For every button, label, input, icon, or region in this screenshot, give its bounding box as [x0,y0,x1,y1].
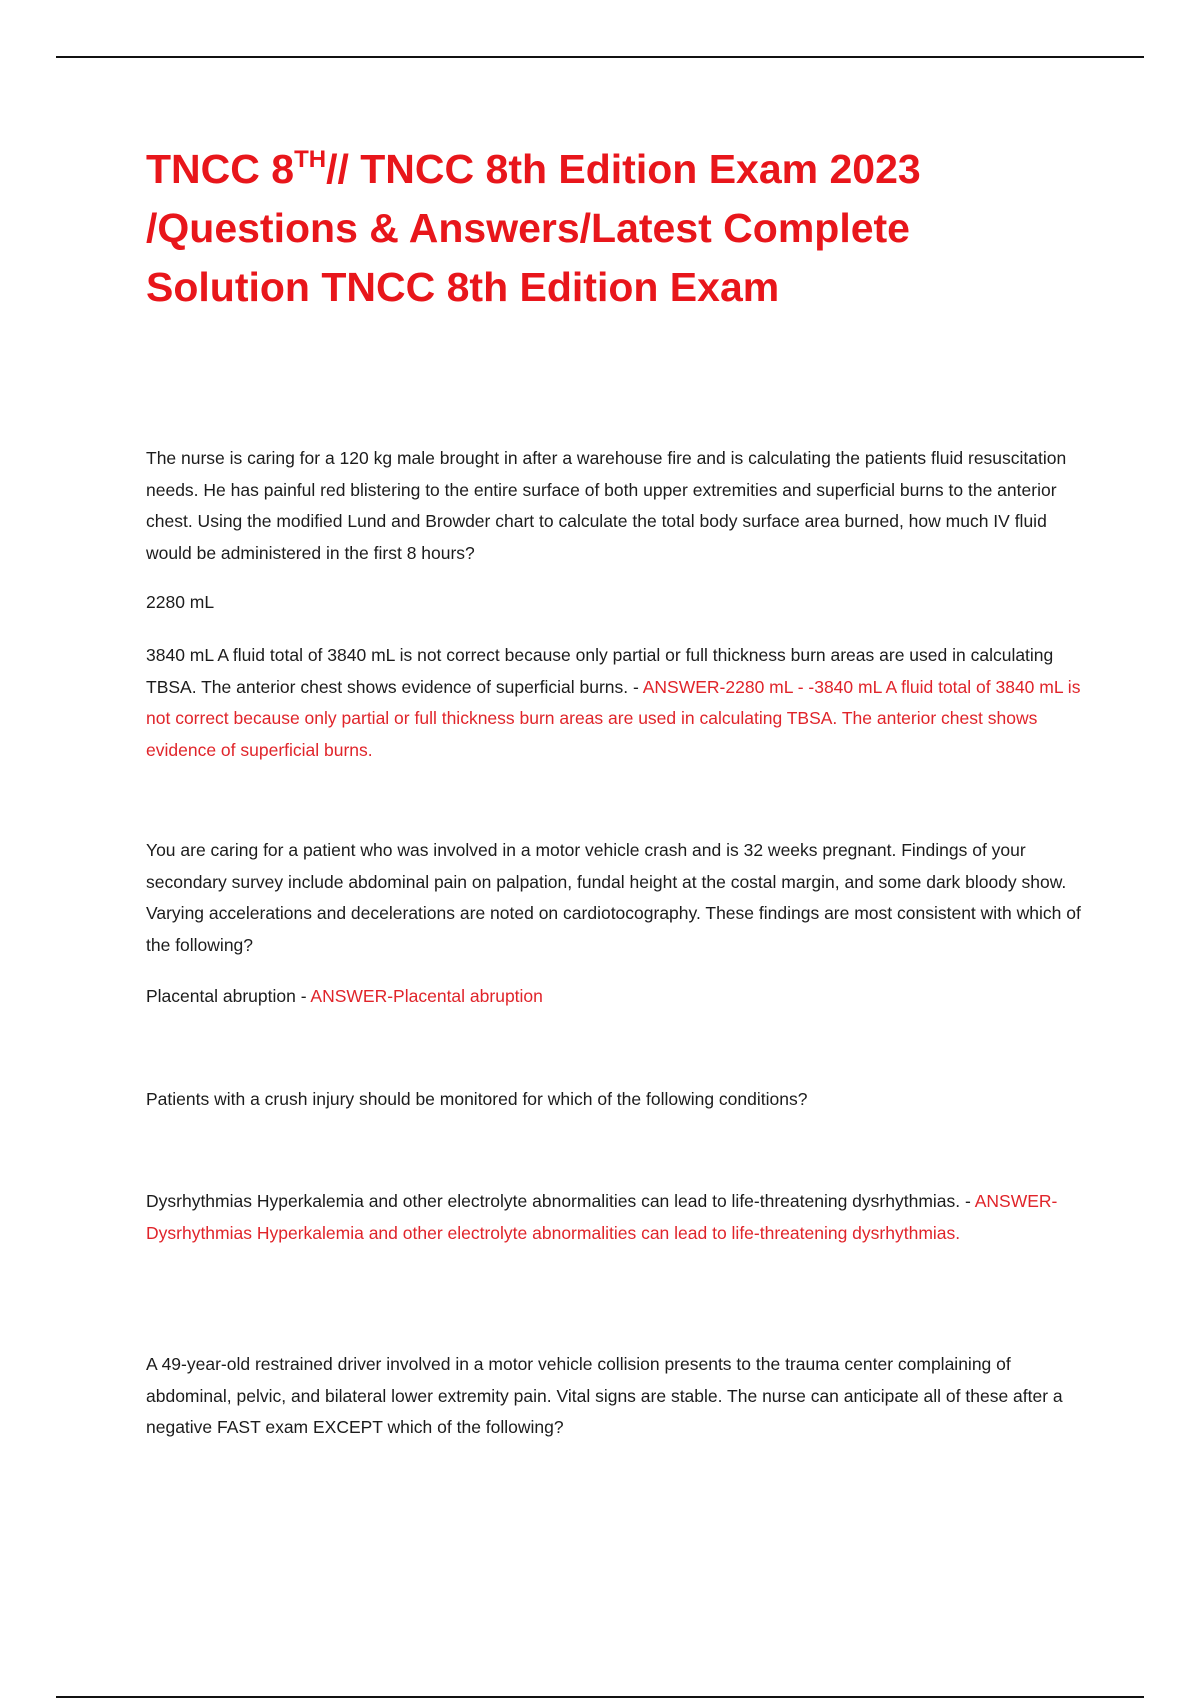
question-2-option-1-text: Placental abruption - [146,986,311,1006]
question-2-text: You are caring for a patient who was involved in a motor vehicle crash and is 32 weeks pregnant. Findings of your secondary survey include abdominal pain on palpation, fundal height at the costal margin, and some dark bloody show. Varying accelerations and decelerations are noted on cardiotocography. These findings are most consistent with which of the following? [146,840,1081,955]
bottom-rule [56,1696,1144,1698]
question-1-option-2 [146,640,1086,766]
question-2-answer: ANSWER-Placental abruption [310,986,543,1006]
title-line-3: Solution TNCC 8th Edition Exam [146,264,780,310]
question-3-answer: ANSWER-Dysrhythmias Hyperkalemia and other electrolyte abnormalities can lead to life-threatening dysrhythmias. [146,1191,1058,1243]
question-4-text: A 49-year-old restrained driver involved in a motor vehicle collision presents to the trauma center complaining of abdominal, pelvic, and bilateral lower extremity pain. Vital signs are stable. The nurse can anticipate all of these after a negative FAST exam EXCEPT which of the following? [146,1354,1063,1437]
question-2-option-1 [146,981,1086,1013]
question-3-option-1-text: Dysrhythmias Hyperkalemia and other electrolyte abnormalities can lead to life-threatening dysrhythmias. - [146,1191,975,1211]
question-1-text: The nurse is caring for a 120 kg male brought in after a warehouse fire and is calculating the patients fluid resuscitation needs. He has painful red blistering to the entire surface of both upper extremities and superficial burns to the anterior chest. Using the modified Lund and Browder chart to calculate the total body surface area burned, how much IV fluid would be administered in the first 8 hours? [146,448,1067,563]
question-1-option-2-text: 3840 mL A fluid total of 3840 mL is not correct because only partial or full thickness burn areas are used in calculating TBSA. The anterior chest shows evidence of superficial burns. - [146,645,1054,697]
title-line-1: TNCC 8TH// TNCC 8th Edition Exam 2023 [146,146,921,192]
question-3-option-1 [146,1186,1086,1249]
question-1-option-1: 2280 mL [146,592,215,612]
page-title [146,140,1046,317]
question-3-text: Patients with a crush injury should be monitored for which of the following conditions? [146,1089,808,1109]
question-1-answer: ANSWER-2280 mL - -3840 mL A fluid total of 3840 mL is not correct because only partial or full thickness burn areas are used in calculating TBSA. The anterior chest shows evidence of superficial burns. [146,676,1081,760]
title-superscript: TH [294,146,327,173]
title-line-2: /Questions & Answers/Latest Complete [146,205,910,251]
top-rule [56,56,1144,58]
